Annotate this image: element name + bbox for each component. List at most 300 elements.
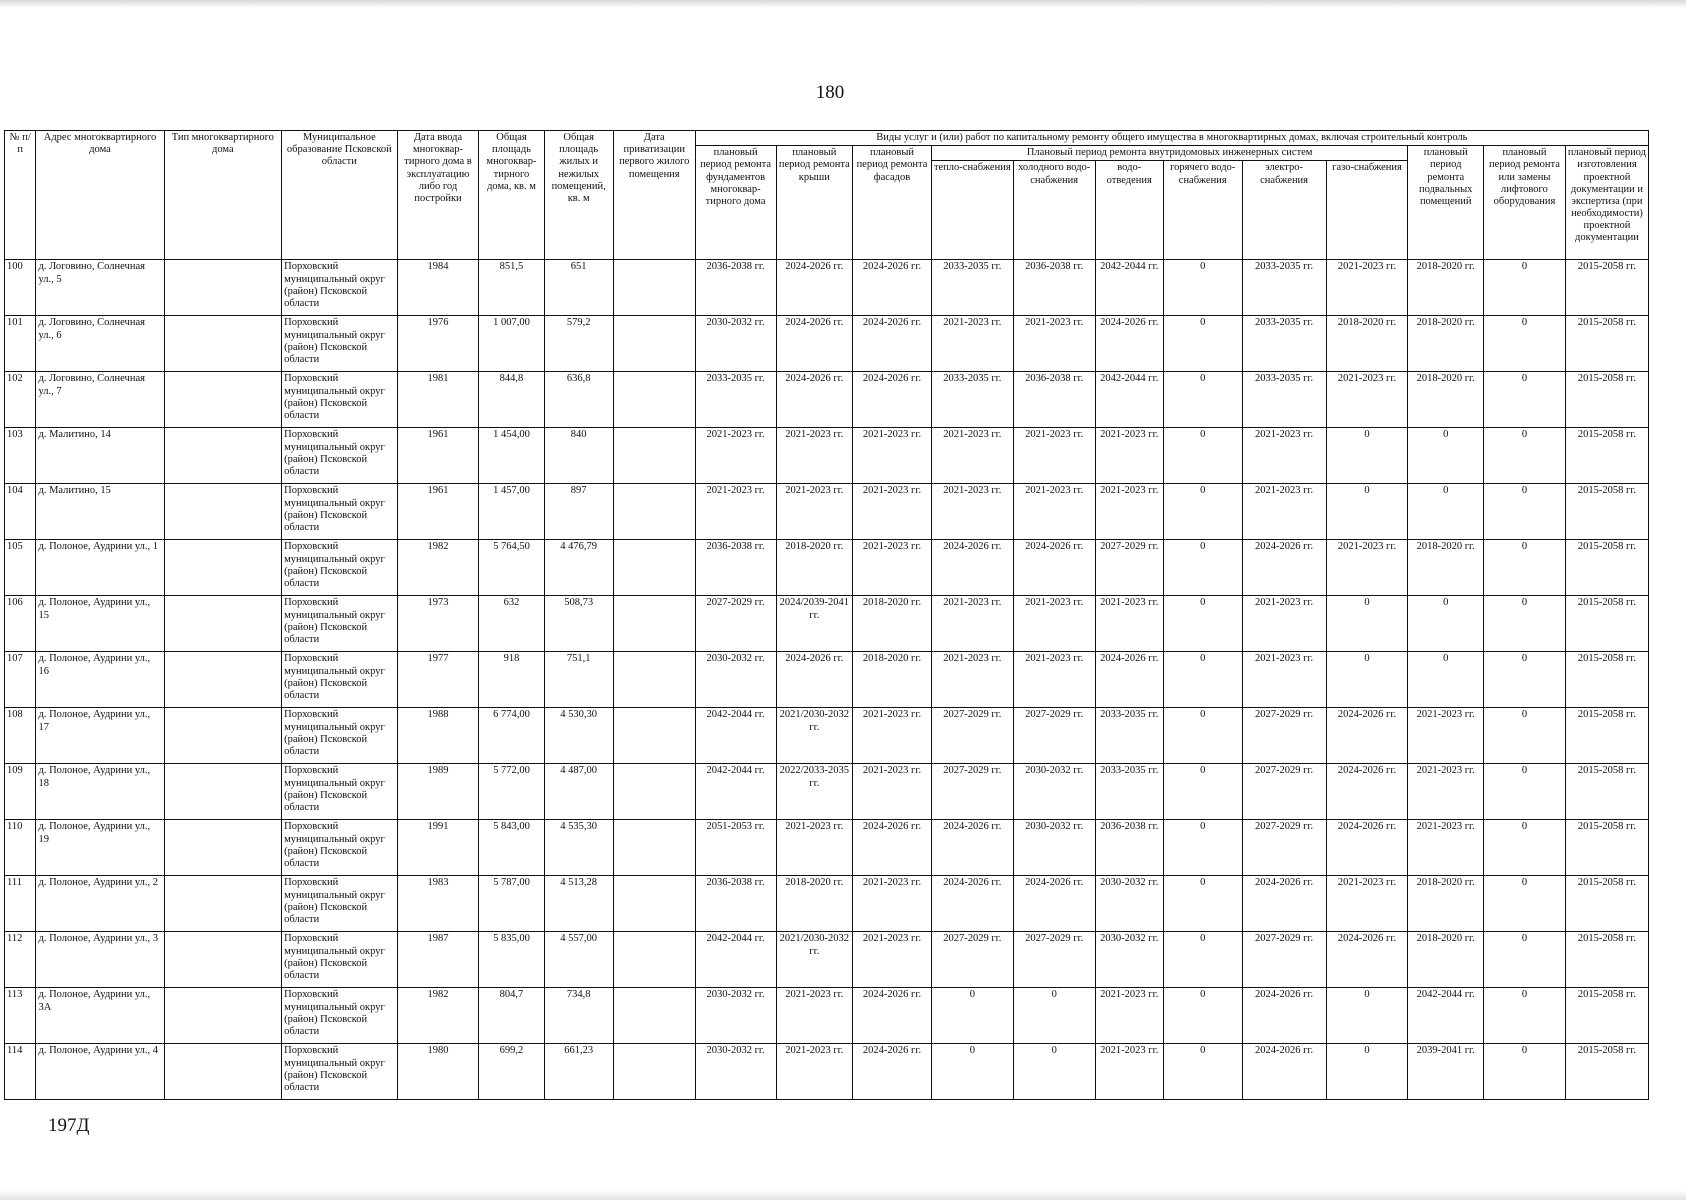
cell-elevator: 0 (1484, 428, 1566, 484)
cell-sewerage: 2021-2023 гг. (1095, 1044, 1163, 1100)
cell-type (164, 932, 282, 988)
cell-gas: 2024-2026 гг. (1326, 764, 1408, 820)
cell-year: 1983 (397, 876, 479, 932)
cell-type (164, 652, 282, 708)
cell-total-area: 1 007,00 (479, 316, 544, 372)
cell-sewerage: 2030-2032 гг. (1095, 876, 1163, 932)
cell-hot-water: 0 (1163, 316, 1242, 372)
cell-foundation: 2030-2032 гг. (695, 316, 776, 372)
cell-address: д. Малитино, 14 (36, 428, 164, 484)
cell-year: 1976 (397, 316, 479, 372)
cell-foundation: 2030-2032 гг. (695, 652, 776, 708)
cell-sewerage: 2030-2032 гг. (1095, 932, 1163, 988)
cell-roof: 2021-2023 гг. (776, 988, 853, 1044)
cell-privatization (613, 932, 695, 988)
cell-hot-water: 0 (1163, 540, 1242, 596)
cell-hot-water: 0 (1163, 652, 1242, 708)
cell-living-area: 4 476,79 (544, 540, 613, 596)
cell-num: 105 (5, 540, 36, 596)
cell-total-area: 5 772,00 (479, 764, 544, 820)
cell-electricity: 2021-2023 гг. (1242, 428, 1326, 484)
cell-hot-water: 0 (1163, 428, 1242, 484)
cell-year: 1961 (397, 428, 479, 484)
cell-privatization (613, 260, 695, 316)
cell-facade: 2021-2023 гг. (853, 540, 932, 596)
cell-year: 1991 (397, 820, 479, 876)
cell-facade: 2024-2026 гг. (853, 820, 932, 876)
cell-facade: 2024-2026 гг. (853, 372, 932, 428)
cell-privatization (613, 596, 695, 652)
header-total-area: Общая площадь многоквар-тирного дома, кв. м (479, 131, 544, 260)
cell-municipality: Порховский муниципальный округ (район) Псковской области (282, 316, 397, 372)
cell-total-area: 632 (479, 596, 544, 652)
cell-living-area: 579,2 (544, 316, 613, 372)
header-num: № п/п (5, 131, 36, 260)
cell-elevator: 0 (1484, 372, 1566, 428)
cell-municipality: Порховский муниципальный округ (район) Псковской области (282, 764, 397, 820)
cell-year: 1980 (397, 1044, 479, 1100)
cell-num: 109 (5, 764, 36, 820)
cell-year: 1977 (397, 652, 479, 708)
cell-foundation: 2042-2044 гг. (695, 932, 776, 988)
cell-address: д. Полоное, Аудрини ул., 16 (36, 652, 164, 708)
cell-sewerage: 2027-2029 гг. (1095, 540, 1163, 596)
cell-facade: 2024-2026 гг. (853, 316, 932, 372)
cell-num: 113 (5, 988, 36, 1044)
cell-electricity: 2027-2029 гг. (1242, 932, 1326, 988)
cell-gas: 0 (1326, 1044, 1408, 1100)
cell-sewerage: 2024-2026 гг. (1095, 316, 1163, 372)
cell-roof: 2022/2033-2035 гг. (776, 764, 853, 820)
header-heating: тепло-снабжения (931, 161, 1013, 260)
cell-address: д. Полоное, Аудрини ул., 4 (36, 1044, 164, 1100)
cell-year: 1973 (397, 596, 479, 652)
cell-electricity: 2024-2026 гг. (1242, 876, 1326, 932)
table-body (5, 260, 1649, 1100)
cell-cold-water: 2036-2038 гг. (1013, 260, 1095, 316)
cell-cold-water: 2027-2029 гг. (1013, 708, 1095, 764)
cell-type (164, 372, 282, 428)
cell-hot-water: 0 (1163, 932, 1242, 988)
cell-sewerage: 2033-2035 гг. (1095, 708, 1163, 764)
cell-elevator: 0 (1484, 260, 1566, 316)
document-code: 197Д (48, 1115, 90, 1136)
cell-elevator: 0 (1484, 988, 1566, 1044)
cell-total-area: 6 774,00 (479, 708, 544, 764)
cell-living-area: 4 535,30 (544, 820, 613, 876)
cell-total-area: 699,2 (479, 1044, 544, 1100)
cell-type (164, 1044, 282, 1100)
cell-basement: 0 (1408, 652, 1484, 708)
table-row (5, 708, 1649, 764)
cell-hot-water: 0 (1163, 596, 1242, 652)
cell-electricity: 2024-2026 гг. (1242, 988, 1326, 1044)
cell-total-area: 1 454,00 (479, 428, 544, 484)
cell-hot-water: 0 (1163, 764, 1242, 820)
cell-elevator: 0 (1484, 652, 1566, 708)
cell-type (164, 988, 282, 1044)
cell-municipality: Порховский муниципальный округ (район) Псковской области (282, 820, 397, 876)
cell-total-area: 844,8 (479, 372, 544, 428)
table-row (5, 1044, 1649, 1100)
cell-cold-water: 2021-2023 гг. (1013, 652, 1095, 708)
cell-num: 107 (5, 652, 36, 708)
housing-register-table (4, 130, 1649, 1100)
cell-basement: 0 (1408, 596, 1484, 652)
cell-num: 100 (5, 260, 36, 316)
cell-sewerage: 2033-2035 гг. (1095, 764, 1163, 820)
cell-num: 102 (5, 372, 36, 428)
header-roof: плановый период ремонта крыши (776, 146, 853, 260)
cell-address: д. Логовино, Солнечная ул., 6 (36, 316, 164, 372)
cell-design: 2015-2058 гг. (1565, 708, 1648, 764)
cell-foundation: 2021-2023 гг. (695, 428, 776, 484)
cell-foundation: 2021-2023 гг. (695, 484, 776, 540)
cell-elevator: 0 (1484, 1044, 1566, 1100)
cell-year: 1987 (397, 932, 479, 988)
cell-basement: 2018-2020 гг. (1408, 932, 1484, 988)
cell-municipality: Порховский муниципальный округ (район) Псковской области (282, 1044, 397, 1100)
cell-gas: 2021-2023 гг. (1326, 540, 1408, 596)
cell-living-area: 508,73 (544, 596, 613, 652)
cell-total-area: 851,5 (479, 260, 544, 316)
cell-elevator: 0 (1484, 708, 1566, 764)
cell-sewerage: 2036-2038 гг. (1095, 820, 1163, 876)
cell-elevator: 0 (1484, 484, 1566, 540)
cell-electricity: 2024-2026 гг. (1242, 540, 1326, 596)
cell-num: 114 (5, 1044, 36, 1100)
cell-heating: 0 (931, 1044, 1013, 1100)
cell-roof: 2024-2026 гг. (776, 260, 853, 316)
scan-edge-top (0, 0, 1686, 8)
cell-living-area: 4 513,28 (544, 876, 613, 932)
cell-design: 2015-2058 гг. (1565, 652, 1648, 708)
cell-type (164, 540, 282, 596)
cell-electricity: 2021-2023 гг. (1242, 596, 1326, 652)
cell-facade: 2021-2023 гг. (853, 876, 932, 932)
cell-gas: 0 (1326, 596, 1408, 652)
cell-heating: 2027-2029 гг. (931, 764, 1013, 820)
cell-address: д. Логовино, Солнечная ул., 5 (36, 260, 164, 316)
cell-heating: 0 (931, 988, 1013, 1044)
cell-hot-water: 0 (1163, 708, 1242, 764)
cell-municipality: Порховский муниципальный округ (район) Псковской области (282, 596, 397, 652)
cell-municipality: Порховский муниципальный округ (район) Псковской области (282, 932, 397, 988)
cell-privatization (613, 484, 695, 540)
cell-foundation: 2036-2038 гг. (695, 260, 776, 316)
cell-roof: 2021/2030-2032 гг. (776, 932, 853, 988)
cell-foundation: 2042-2044 гг. (695, 708, 776, 764)
cell-total-area: 5 835,00 (479, 932, 544, 988)
cell-living-area: 661,23 (544, 1044, 613, 1100)
cell-roof: 2021-2023 гг. (776, 484, 853, 540)
cell-address: д. Полоное, Аудрини ул., 15 (36, 596, 164, 652)
header-privatization-date: Дата приватизации первого жилого помещения (613, 131, 695, 260)
cell-electricity: 2033-2035 гг. (1242, 372, 1326, 428)
cell-living-area: 636,8 (544, 372, 613, 428)
header-commission-date: Дата ввода многоквар-тирного дома в эксплуатацию либо год постройки (397, 131, 479, 260)
cell-electricity: 2027-2029 гг. (1242, 820, 1326, 876)
cell-gas: 0 (1326, 652, 1408, 708)
cell-num: 106 (5, 596, 36, 652)
cell-foundation: 2036-2038 гг. (695, 876, 776, 932)
cell-facade: 2021-2023 гг. (853, 932, 932, 988)
cell-elevator: 0 (1484, 820, 1566, 876)
cell-cold-water: 2021-2023 гг. (1013, 428, 1095, 484)
cell-elevator: 0 (1484, 876, 1566, 932)
table-row (5, 876, 1649, 932)
table-row (5, 932, 1649, 988)
cell-type (164, 876, 282, 932)
cell-address: д. Полоное, Аудрини ул., 1 (36, 540, 164, 596)
cell-foundation: 2036-2038 гг. (695, 540, 776, 596)
cell-municipality: Порховский муниципальный округ (район) Псковской области (282, 428, 397, 484)
header-type: Тип многоквартирного дома (164, 131, 282, 260)
table-row (5, 484, 1649, 540)
cell-cold-water: 0 (1013, 1044, 1095, 1100)
cell-design: 2015-2058 гг. (1565, 372, 1648, 428)
cell-design: 2015-2058 гг. (1565, 876, 1648, 932)
cell-sewerage: 2024-2026 гг. (1095, 652, 1163, 708)
cell-year: 1961 (397, 484, 479, 540)
cell-facade: 2018-2020 гг. (853, 596, 932, 652)
cell-gas: 2021-2023 гг. (1326, 260, 1408, 316)
header-engineering-group: Плановый период ремонта внутридомовых инженерных систем (931, 146, 1408, 161)
cell-elevator: 0 (1484, 932, 1566, 988)
cell-basement: 2018-2020 гг. (1408, 260, 1484, 316)
cell-heating: 2021-2023 гг. (931, 596, 1013, 652)
cell-address: д. Полоное, Аудрини ул., 19 (36, 820, 164, 876)
cell-privatization (613, 1044, 695, 1100)
cell-privatization (613, 764, 695, 820)
cell-cold-water: 0 (1013, 988, 1095, 1044)
cell-roof: 2021/2030-2032 гг. (776, 708, 853, 764)
cell-type (164, 260, 282, 316)
cell-gas: 2024-2026 гг. (1326, 932, 1408, 988)
cell-address: д. Малитино, 15 (36, 484, 164, 540)
cell-cold-water: 2021-2023 гг. (1013, 484, 1095, 540)
cell-privatization (613, 820, 695, 876)
cell-heating: 2021-2023 гг. (931, 484, 1013, 540)
header-living-area: Общая площадь жилых и нежилых помещений, кв. м (544, 131, 613, 260)
cell-basement: 2018-2020 гг. (1408, 372, 1484, 428)
cell-heating: 2021-2023 гг. (931, 652, 1013, 708)
cell-basement: 2021-2023 гг. (1408, 820, 1484, 876)
header-gas: газо-снабжения (1326, 161, 1408, 260)
header-works-group: Виды услуг и (или) работ по капитальному ремонту общего имущества в многоквартирных домах, включая строительный контроль (695, 131, 1648, 146)
cell-sewerage: 2021-2023 гг. (1095, 988, 1163, 1044)
table-row (5, 652, 1649, 708)
cell-privatization (613, 428, 695, 484)
cell-elevator: 0 (1484, 764, 1566, 820)
cell-living-area: 4 557,00 (544, 932, 613, 988)
cell-type (164, 764, 282, 820)
cell-roof: 2018-2020 гг. (776, 876, 853, 932)
cell-foundation: 2042-2044 гг. (695, 764, 776, 820)
cell-living-area: 4 487,00 (544, 764, 613, 820)
cell-type (164, 596, 282, 652)
cell-foundation: 2030-2032 гг. (695, 1044, 776, 1100)
header-facade: плановый период ремонта фасадов (853, 146, 932, 260)
cell-municipality: Порховский муниципальный округ (район) Псковской области (282, 988, 397, 1044)
cell-electricity: 2021-2023 гг. (1242, 652, 1326, 708)
cell-living-area: 4 530,30 (544, 708, 613, 764)
cell-roof: 2024-2026 гг. (776, 372, 853, 428)
cell-privatization (613, 876, 695, 932)
cell-cold-water: 2030-2032 гг. (1013, 820, 1095, 876)
cell-cold-water: 2027-2029 гг. (1013, 932, 1095, 988)
cell-address: д. Полоное, Аудрини ул., 18 (36, 764, 164, 820)
cell-roof: 2018-2020 гг. (776, 540, 853, 596)
cell-heating: 2021-2023 гг. (931, 428, 1013, 484)
cell-cold-water: 2024-2026 гг. (1013, 876, 1095, 932)
cell-hot-water: 0 (1163, 484, 1242, 540)
cell-basement: 2039-2041 гг. (1408, 1044, 1484, 1100)
cell-address: д. Полоное, Аудрини ул., 3А (36, 988, 164, 1044)
cell-heating: 2033-2035 гг. (931, 260, 1013, 316)
cell-cold-water: 2021-2023 гг. (1013, 316, 1095, 372)
cell-design: 2015-2058 гг. (1565, 260, 1648, 316)
header-electricity: электро-снабжения (1242, 161, 1326, 260)
cell-heating: 2027-2029 гг. (931, 708, 1013, 764)
header-design-docs: плановый период изготовления проектной документации и экспертиза (при необходимости) проектной документации (1565, 146, 1648, 260)
table-row (5, 316, 1649, 372)
scan-edge-bottom (0, 1190, 1686, 1200)
cell-hot-water: 0 (1163, 260, 1242, 316)
header-elevator: плановый период ремонта или замены лифтового оборудования (1484, 146, 1566, 260)
cell-hot-water: 0 (1163, 372, 1242, 428)
cell-design: 2015-2058 гг. (1565, 764, 1648, 820)
cell-hot-water: 0 (1163, 1044, 1242, 1100)
cell-sewerage: 2042-2044 гг. (1095, 372, 1163, 428)
cell-gas: 2021-2023 гг. (1326, 372, 1408, 428)
cell-privatization (613, 988, 695, 1044)
table-row (5, 540, 1649, 596)
cell-design: 2015-2058 гг. (1565, 540, 1648, 596)
cell-num: 111 (5, 876, 36, 932)
cell-electricity: 2033-2035 гг. (1242, 316, 1326, 372)
cell-address: д. Полоное, Аудрини ул., 3 (36, 932, 164, 988)
cell-basement: 2021-2023 гг. (1408, 708, 1484, 764)
cell-gas: 0 (1326, 484, 1408, 540)
table-row (5, 764, 1649, 820)
cell-elevator: 0 (1484, 596, 1566, 652)
cell-elevator: 0 (1484, 316, 1566, 372)
cell-basement: 2021-2023 гг. (1408, 764, 1484, 820)
cell-foundation: 2051-2053 гг. (695, 820, 776, 876)
cell-facade: 2021-2023 гг. (853, 428, 932, 484)
cell-heating: 2024-2026 гг. (931, 540, 1013, 596)
cell-design: 2015-2058 гг. (1565, 988, 1648, 1044)
cell-num: 104 (5, 484, 36, 540)
cell-privatization (613, 372, 695, 428)
header-hot-water: горячего водо-снабжения (1163, 161, 1242, 260)
header-cold-water: холодного водо-снабжения (1013, 161, 1095, 260)
cell-facade: 2024-2026 гг. (853, 988, 932, 1044)
cell-privatization (613, 708, 695, 764)
cell-foundation: 2033-2035 гг. (695, 372, 776, 428)
cell-type (164, 428, 282, 484)
cell-basement: 2018-2020 гг. (1408, 876, 1484, 932)
cell-total-area: 918 (479, 652, 544, 708)
cell-living-area: 840 (544, 428, 613, 484)
cell-address: д. Полоное, Аудрини ул., 2 (36, 876, 164, 932)
cell-design: 2015-2058 гг. (1565, 1044, 1648, 1100)
cell-cold-water: 2024-2026 гг. (1013, 540, 1095, 596)
table-row (5, 372, 1649, 428)
cell-municipality: Порховский муниципальный округ (район) Псковской области (282, 540, 397, 596)
cell-gas: 0 (1326, 428, 1408, 484)
cell-heating: 2024-2026 гг. (931, 876, 1013, 932)
cell-roof: 2021-2023 гг. (776, 428, 853, 484)
cell-design: 2015-2058 гг. (1565, 932, 1648, 988)
cell-year: 1982 (397, 540, 479, 596)
cell-electricity: 2033-2035 гг. (1242, 260, 1326, 316)
cell-facade: 2024-2026 гг. (853, 260, 932, 316)
cell-facade: 2018-2020 гг. (853, 652, 932, 708)
cell-hot-water: 0 (1163, 876, 1242, 932)
cell-num: 108 (5, 708, 36, 764)
cell-year: 1982 (397, 988, 479, 1044)
cell-living-area: 897 (544, 484, 613, 540)
cell-design: 2015-2058 гг. (1565, 316, 1648, 372)
cell-num: 103 (5, 428, 36, 484)
cell-design: 2015-2058 гг. (1565, 428, 1648, 484)
header-sewerage: водо-отведения (1095, 161, 1163, 260)
cell-total-area: 5 764,50 (479, 540, 544, 596)
cell-heating: 2024-2026 гг. (931, 820, 1013, 876)
cell-basement: 2018-2020 гг. (1408, 540, 1484, 596)
cell-roof: 2021-2023 гг. (776, 820, 853, 876)
page-number: 180 (815, 82, 845, 103)
cell-sewerage: 2042-2044 гг. (1095, 260, 1163, 316)
table-row (5, 596, 1649, 652)
cell-total-area: 5 787,00 (479, 876, 544, 932)
cell-municipality: Порховский муниципальный округ (район) Псковской области (282, 652, 397, 708)
cell-total-area: 1 457,00 (479, 484, 544, 540)
cell-roof: 2024-2026 гг. (776, 316, 853, 372)
cell-num: 101 (5, 316, 36, 372)
cell-facade: 2021-2023 гг. (853, 708, 932, 764)
cell-municipality: Порховский муниципальный округ (район) Псковской области (282, 708, 397, 764)
cell-year: 1988 (397, 708, 479, 764)
cell-electricity: 2027-2029 гг. (1242, 708, 1326, 764)
cell-type (164, 316, 282, 372)
cell-cold-water: 2030-2032 гг. (1013, 764, 1095, 820)
cell-facade: 2021-2023 гг. (853, 764, 932, 820)
cell-privatization (613, 540, 695, 596)
cell-design: 2015-2058 гг. (1565, 596, 1648, 652)
cell-municipality: Порховский муниципальный округ (район) Псковской области (282, 876, 397, 932)
cell-gas: 2024-2026 гг. (1326, 820, 1408, 876)
cell-basement: 2018-2020 гг. (1408, 316, 1484, 372)
cell-electricity: 2027-2029 гг. (1242, 764, 1326, 820)
cell-gas: 0 (1326, 988, 1408, 1044)
table-row (5, 988, 1649, 1044)
cell-gas: 2018-2020 гг. (1326, 316, 1408, 372)
cell-type (164, 484, 282, 540)
cell-living-area: 651 (544, 260, 613, 316)
cell-privatization (613, 316, 695, 372)
cell-total-area: 5 843,00 (479, 820, 544, 876)
cell-total-area: 804,7 (479, 988, 544, 1044)
cell-sewerage: 2021-2023 гг. (1095, 484, 1163, 540)
cell-gas: 2024-2026 гг. (1326, 708, 1408, 764)
header-foundation: плановый период ремонта фундаментов многоквар-тирного дома (695, 146, 776, 260)
cell-design: 2015-2058 гг. (1565, 820, 1648, 876)
cell-heating: 2027-2029 гг. (931, 932, 1013, 988)
cell-facade: 2021-2023 гг. (853, 484, 932, 540)
